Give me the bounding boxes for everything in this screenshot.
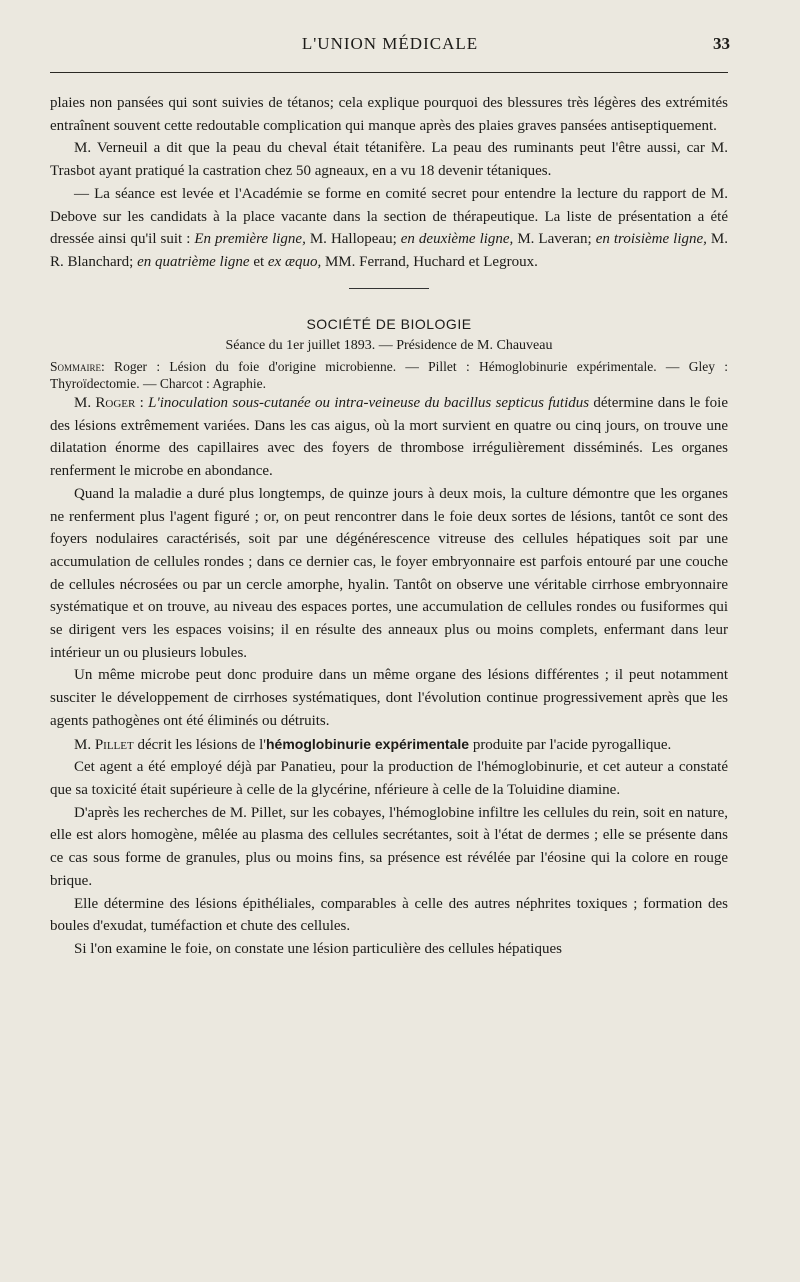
paragraph-verneuil: M. Verneuil a dit que la peau du cheval était tétanifère. La peau des ruminants peut l'être aussi, car M. Trasbot ayant pratiqué la castration chez 50 agneaux, en a vu 18 devenir tétaniques. xyxy=(50,140,728,180)
page-header xyxy=(50,34,730,60)
paragraph-tetanos: plaies non pansées qui sont suivies de tétanos; cela explique pourquoi des blessures très légères des extrémités entraînent souvent cette redoutable complication qui manque après des plaies graves pansées antiseptiquement. xyxy=(50,95,728,134)
summary xyxy=(50,358,728,392)
paragraph-roger: M. Roger : L'inoculation sous-cutanée ou intra-veineuse du bacillus septicus futidus détermine dans le foie des lésions extrêmement variées. Dans les cas aigus, où la mort survient en quatre ou cinq jours, on trouve une dilatation énorme des capillaires avec des foyers de thrombose irrégulièrement disséminés. Les organes renferment le microbe en abondance. xyxy=(50,395,728,480)
paragraph-microbe: Un même microbe peut donc produire dans un même organe des lésions différentes ; il peut notamment susciter le développement de cirrhoses systématiques, dont l'évolution continue progressivement après que les agents pathogènes ont été éliminés ou détruits. xyxy=(50,667,728,729)
section-heading: SOCIÉTÉ DE BIOLOGIE xyxy=(306,315,472,332)
paragraph-pillet: M. Pillet décrit les lésions de l'hémoglobinurie expérimentale produite par l'acide pyrogallique. xyxy=(74,735,672,753)
running-title: L'UNION MÉDICALE xyxy=(301,34,479,53)
session-line: Séance du 1er juillet 1893. — Présidence de M. Chauveau xyxy=(225,338,553,354)
paragraph-comite-secret: — La séance est levée et l'Académie se forme en comité secret pour entendre la lecture du rapport de M. Debove sur les candidats à la place vacante dans la section de thérapeutique. La liste de présentation a été dressée ainsi qu'il suit : En première ligne, M. Hallopeau; en deuxième ligne, M. Laveran; en troisième ligne, M. R. Blanchard; en quatrième ligne et ex æquo, MM. Ferrand, Huchard et Legroux. xyxy=(50,185,728,270)
paragraph-foie: Si l'on examine le foie, on constate une lésion particulière des cellules hépatiques xyxy=(74,940,562,957)
paragraph-lesions-epitheliales: Elle détermine des lésions épithéliales, comparables à celle des autres néphrites toxiques ; formation des boules d'exudat, tuméfaction et chute des cellules. xyxy=(50,895,728,935)
header-rule xyxy=(50,72,728,73)
paragraph-cobayes: D'après les recherches de M. Pillet, sur les cobayes, l'hémoglobine infiltre les cellules du rein, soit en nature, elle est alors homogène, mêlée au plasma des cellules secrétantes, soit à l'état de dermes ; elle se présente dans ce cas sous forme de granules, plus ou moins fins, sa présence est révélée par l'éosine qui la colore en rouge brique. xyxy=(50,804,728,889)
section-separator xyxy=(349,288,429,289)
page-number: 33 xyxy=(713,34,730,53)
paragraph-foie-lesions: Quand la maladie a duré plus longtemps, de quinze jours à deux mois, la culture démontre que les organes ne renferment plus l'agent figuré ; or, on peut rencontrer dans le foie deux sortes de lésions, tantôt ce sont des foyers nodulaires caractérisés, soit par une dégénérescence vitreuse des cellules hépatiques soit par une accumulation de cellules rondes ; dans ce dernier cas, le foyer embryonnaire est parfois entouré par une couche de cellules nécrosées ou par un cercle amorphe, hyalin. Tantôt on observe une véritable cirrhose embryonnaire systématique et on trouve, au niveau des espaces portes, une accumulation de cellules rondes ou fusiformes qui se dirigent vers les espaces voisins; il en résulte des anneaux plus ou moins complets, enfermant dans leur intérieur un ou plusieurs lobules. xyxy=(50,485,728,661)
summary-label: Sommaire xyxy=(50,359,102,375)
article-body xyxy=(50,92,728,961)
summary-text: : Roger : Lésion du foie d'origine microbienne. — Pillet : Hémoglobinurie expérimentale. — Gley : Thyroïdectomie. — Charcot : Agraphie. xyxy=(50,359,728,392)
paragraph-panatieu: Cet agent a été employé déjà par Panatieu, pour la production de l'hémoglobinurie, et cet auteur a constaté que sa toxicité était supérieure à celle de la glycérine, nférieure à celle de la Toluidine diamine. xyxy=(50,759,728,798)
